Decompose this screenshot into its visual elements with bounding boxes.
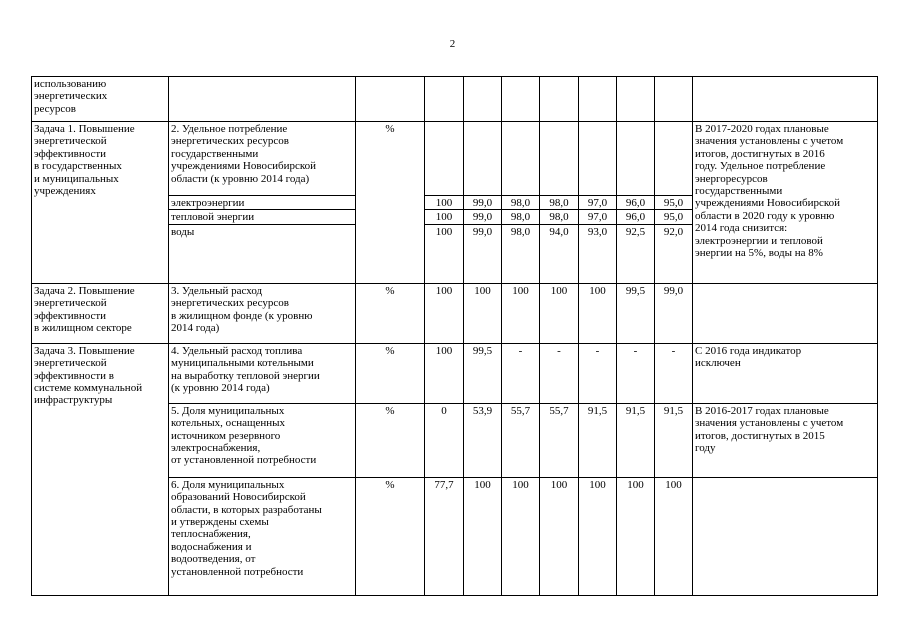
- value-cell: 94,0: [540, 224, 579, 283]
- value-cell: 100: [464, 283, 502, 343]
- value-cell: 100: [464, 477, 502, 595]
- table-row: [32, 283, 878, 343]
- indicator-cell: 4. Удельный расход топлива муниципальными котельными на выработку тепловой энергии (к уровню 2014 года): [169, 343, 356, 403]
- sub-label-cell: тепловой энергии: [169, 210, 356, 224]
- value-cell: 98,0: [502, 210, 540, 224]
- task-cell: Задача 2. Повышение энергетической эффективности в жилищном секторе: [32, 283, 169, 343]
- unit-cell: %: [356, 283, 425, 343]
- empty-cell: [617, 122, 655, 196]
- value-cell: 0: [425, 403, 464, 477]
- value-cell: 77,7: [425, 477, 464, 595]
- value-cell: 91,5: [617, 403, 655, 477]
- value-cell: 55,7: [540, 403, 579, 477]
- value-cell: 93,0: [579, 224, 617, 283]
- value-cell: 53,9: [464, 403, 502, 477]
- empty-cell: [356, 77, 425, 122]
- value-cell: 100: [617, 477, 655, 595]
- task-cell: Задача 3. Повышение энергетической эффективности в системе коммунальной инфраструктуры: [32, 343, 169, 595]
- table-row: [32, 343, 878, 403]
- value-cell: 100: [425, 196, 464, 210]
- value-cell: -: [617, 343, 655, 403]
- empty-cell: [579, 77, 617, 122]
- empty-cell: [655, 77, 693, 122]
- table-row: [32, 77, 878, 122]
- value-cell: 99,0: [464, 224, 502, 283]
- indicator-cell: 5. Доля муниципальных котельных, оснащенных источником резервного электроснабжения, от установленной потребности: [169, 403, 356, 477]
- empty-cell: [169, 77, 356, 122]
- value-cell: 100: [425, 343, 464, 403]
- value-cell: 100: [655, 477, 693, 595]
- empty-cell: [540, 122, 579, 196]
- value-cell: 100: [425, 224, 464, 283]
- value-cell: 100: [579, 283, 617, 343]
- task-cell: Задача 1. Повышение энергетической эффективности в государственных и муниципальных учреждениях: [32, 122, 169, 284]
- value-cell: 91,5: [579, 403, 617, 477]
- value-cell: 96,0: [617, 210, 655, 224]
- value-cell: 100: [502, 283, 540, 343]
- value-cell: -: [655, 343, 693, 403]
- value-cell: 92,5: [617, 224, 655, 283]
- empty-cell: [464, 77, 502, 122]
- value-cell: 98,0: [540, 210, 579, 224]
- value-cell: 98,0: [502, 196, 540, 210]
- indicator-cell: 2. Удельное потребление энергетических ресурсов государственными учреждениями Новосибирской области (к уровню 2014 года): [169, 122, 356, 196]
- empty-cell: [464, 122, 502, 196]
- value-cell: 97,0: [579, 196, 617, 210]
- value-cell: 100: [502, 477, 540, 595]
- value-cell: 100: [425, 283, 464, 343]
- unit-cell: %: [356, 122, 425, 284]
- indicators-table: [31, 76, 878, 596]
- empty-cell: [540, 77, 579, 122]
- value-cell: 55,7: [502, 403, 540, 477]
- value-cell: 95,0: [655, 210, 693, 224]
- empty-cell: [579, 122, 617, 196]
- value-cell: -: [540, 343, 579, 403]
- value-cell: -: [579, 343, 617, 403]
- empty-cell: [425, 77, 464, 122]
- value-cell: 100: [540, 477, 579, 595]
- value-cell: -: [502, 343, 540, 403]
- empty-cell: [502, 122, 540, 196]
- sub-label-cell: электроэнергии: [169, 196, 356, 210]
- note-cell: В 2017-2020 годах плановые значения установлены с учетом итогов, достигнутых в 2016 году. Удельное потребление энергоресурсов государственными учреждениями Новосибирской области в 2020 году к уровню 2014 года снизится: электроэнергии и тепловой энергии на 5%, воды на 8%: [693, 122, 878, 284]
- empty-cell: [693, 77, 878, 122]
- value-cell: 95,0: [655, 196, 693, 210]
- task-cell: использованию энергетических ресурсов: [32, 77, 169, 122]
- note-cell: С 2016 года индикатор исключен: [693, 343, 878, 403]
- value-cell: 99,5: [617, 283, 655, 343]
- value-cell: 99,0: [464, 196, 502, 210]
- unit-cell: %: [356, 477, 425, 595]
- value-cell: 92,0: [655, 224, 693, 283]
- value-cell: 98,0: [540, 196, 579, 210]
- value-cell: 99,0: [464, 210, 502, 224]
- empty-cell: [655, 122, 693, 196]
- value-cell: 97,0: [579, 210, 617, 224]
- value-cell: 99,0: [655, 283, 693, 343]
- value-cell: 98,0: [502, 224, 540, 283]
- empty-cell: [425, 122, 464, 196]
- empty-cell: [617, 77, 655, 122]
- note-cell: [693, 283, 878, 343]
- value-cell: 100: [540, 283, 579, 343]
- empty-cell: [502, 77, 540, 122]
- value-cell: 99,5: [464, 343, 502, 403]
- table-row: [32, 122, 878, 196]
- sub-label-cell: воды: [169, 224, 356, 283]
- value-cell: 96,0: [617, 196, 655, 210]
- note-cell: [693, 477, 878, 595]
- value-cell: 91,5: [655, 403, 693, 477]
- value-cell: 100: [579, 477, 617, 595]
- indicator-cell: 6. Доля муниципальных образований Новосибирской области, в которых разработаны и утверждены схемы теплоснабжения, водоснабжения и водоотведения, от установленной потребности: [169, 477, 356, 595]
- note-cell: В 2016-2017 годах плановые значения установлены с учетом итогов, достигнутых в 2015 году: [693, 403, 878, 477]
- value-cell: 100: [425, 210, 464, 224]
- unit-cell: %: [356, 403, 425, 477]
- unit-cell: %: [356, 343, 425, 403]
- page-number: 2: [449, 38, 456, 50]
- indicator-cell: 3. Удельный расход энергетических ресурсов в жилищном фонде (к уровню 2014 года): [169, 283, 356, 343]
